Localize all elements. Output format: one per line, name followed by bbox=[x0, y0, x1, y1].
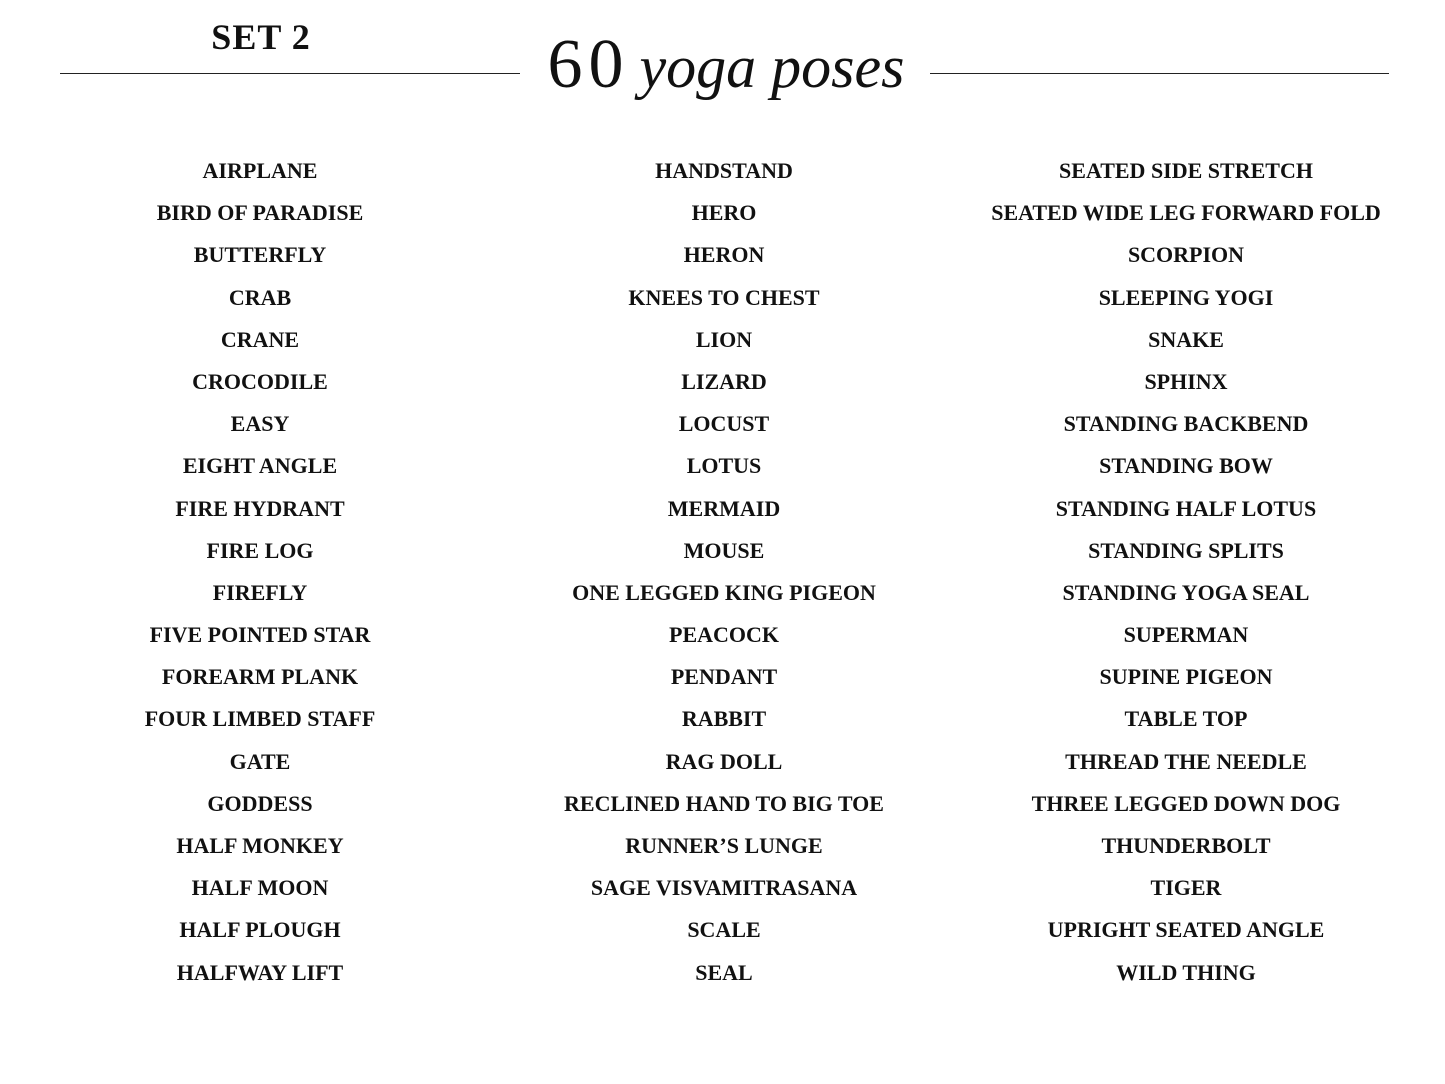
pose-item: MERMAID bbox=[667, 495, 781, 521]
pose-item: PENDANT bbox=[670, 664, 778, 690]
pose-item: LION bbox=[695, 326, 753, 352]
pose-item: SLEEPING YOGI bbox=[1098, 284, 1274, 310]
pose-item: FOREARM PLANK bbox=[161, 664, 359, 690]
title-number: 60 bbox=[547, 26, 630, 103]
header-divider-right bbox=[930, 73, 1389, 74]
pose-item: STANDING HALF LOTUS bbox=[1055, 495, 1317, 521]
pose-item: LIZARD bbox=[681, 368, 767, 394]
pose-item: BIRD OF PARADISE bbox=[156, 200, 364, 226]
pose-item: FIRE LOG bbox=[206, 537, 314, 563]
title-text: yoga poses bbox=[639, 34, 905, 100]
pose-item: SUPINE PIGEON bbox=[1099, 664, 1273, 690]
pose-item: FOUR LIMBED STAFF bbox=[144, 706, 376, 732]
pose-item: HALF PLOUGH bbox=[179, 917, 341, 943]
pose-item: GODDESS bbox=[207, 790, 313, 816]
page-title bbox=[522, 26, 930, 103]
pose-item: AIRPLANE bbox=[202, 158, 318, 183]
pose-column-1 bbox=[60, 150, 460, 994]
pose-item: SCALE bbox=[687, 917, 761, 943]
pose-item: HALF MOON bbox=[191, 875, 329, 901]
header-divider-left bbox=[60, 73, 520, 74]
pose-item: RABBIT bbox=[681, 706, 767, 732]
pose-item: SPHINX bbox=[1144, 368, 1228, 394]
pose-item: RECLINED HAND TO BIG TOE bbox=[564, 790, 884, 816]
pose-item: SUPERMAN bbox=[1123, 622, 1249, 648]
pose-item: FIRE HYDRANT bbox=[175, 495, 345, 521]
pose-item: THUNDERBOLT bbox=[1101, 833, 1271, 858]
pose-item: THREAD THE NEEDLE bbox=[1065, 748, 1307, 774]
pose-item: TABLE TOP bbox=[1124, 706, 1248, 732]
pose-item: STANDING BOW bbox=[1099, 453, 1273, 479]
pose-item: STANDING YOGA SEAL bbox=[1062, 579, 1310, 605]
pose-item: CROCODILE bbox=[192, 368, 328, 394]
pose-item: STANDING SPLITS bbox=[1088, 537, 1284, 563]
pose-item: CRAB bbox=[228, 284, 292, 310]
pose-item: ONE LEGGED KING PIGEON bbox=[572, 579, 876, 605]
pose-item: RAG DOLL bbox=[665, 748, 783, 774]
pose-item: PEACOCK bbox=[669, 622, 779, 648]
pose-item: HANDSTAND bbox=[655, 158, 793, 183]
pose-item: HALF MONKEY bbox=[176, 833, 344, 858]
pose-column-3 bbox=[976, 150, 1396, 994]
pose-item: UPRIGHT SEATED ANGLE bbox=[1047, 917, 1325, 943]
pose-item: WILD THING bbox=[1116, 959, 1256, 985]
pose-item: MOUSE bbox=[683, 537, 765, 563]
pose-item: GATE bbox=[229, 748, 291, 774]
pose-item: TIGER bbox=[1150, 875, 1222, 901]
pose-item: HALFWAY LIFT bbox=[176, 959, 344, 985]
pose-item: BUTTERFLY bbox=[193, 242, 327, 268]
pose-item: FIREFLY bbox=[212, 579, 308, 605]
pose-item: SNAKE bbox=[1148, 326, 1224, 352]
pose-item: SCORPION bbox=[1127, 242, 1245, 268]
pose-item: STANDING BACKBEND bbox=[1063, 411, 1309, 437]
pose-item: LOCUST bbox=[678, 411, 770, 437]
pose-item: EIGHT ANGLE bbox=[182, 453, 338, 479]
pose-item: HERO bbox=[691, 200, 757, 226]
pose-item: SAGE VISVAMITRASANA bbox=[590, 875, 858, 901]
pose-item: LOTUS bbox=[686, 453, 762, 479]
pose-item: FIVE POINTED STAR bbox=[149, 622, 371, 648]
set-label: SET 2 bbox=[211, 17, 311, 57]
pose-item: SEATED SIDE STRETCH bbox=[1059, 158, 1313, 183]
pose-item: RUNNER’S LUNGE bbox=[625, 833, 823, 858]
pose-item: THREE LEGGED DOWN DOG bbox=[1031, 790, 1341, 816]
pose-item: HERON bbox=[683, 242, 765, 268]
pose-item: CRANE bbox=[220, 326, 300, 352]
pose-column-2 bbox=[524, 150, 924, 994]
pose-item: SEATED WIDE LEG FORWARD FOLD bbox=[991, 200, 1381, 226]
pose-item: KNEES TO CHEST bbox=[628, 284, 820, 310]
pose-item: SEAL bbox=[695, 959, 753, 985]
pose-item: EASY bbox=[230, 411, 290, 437]
